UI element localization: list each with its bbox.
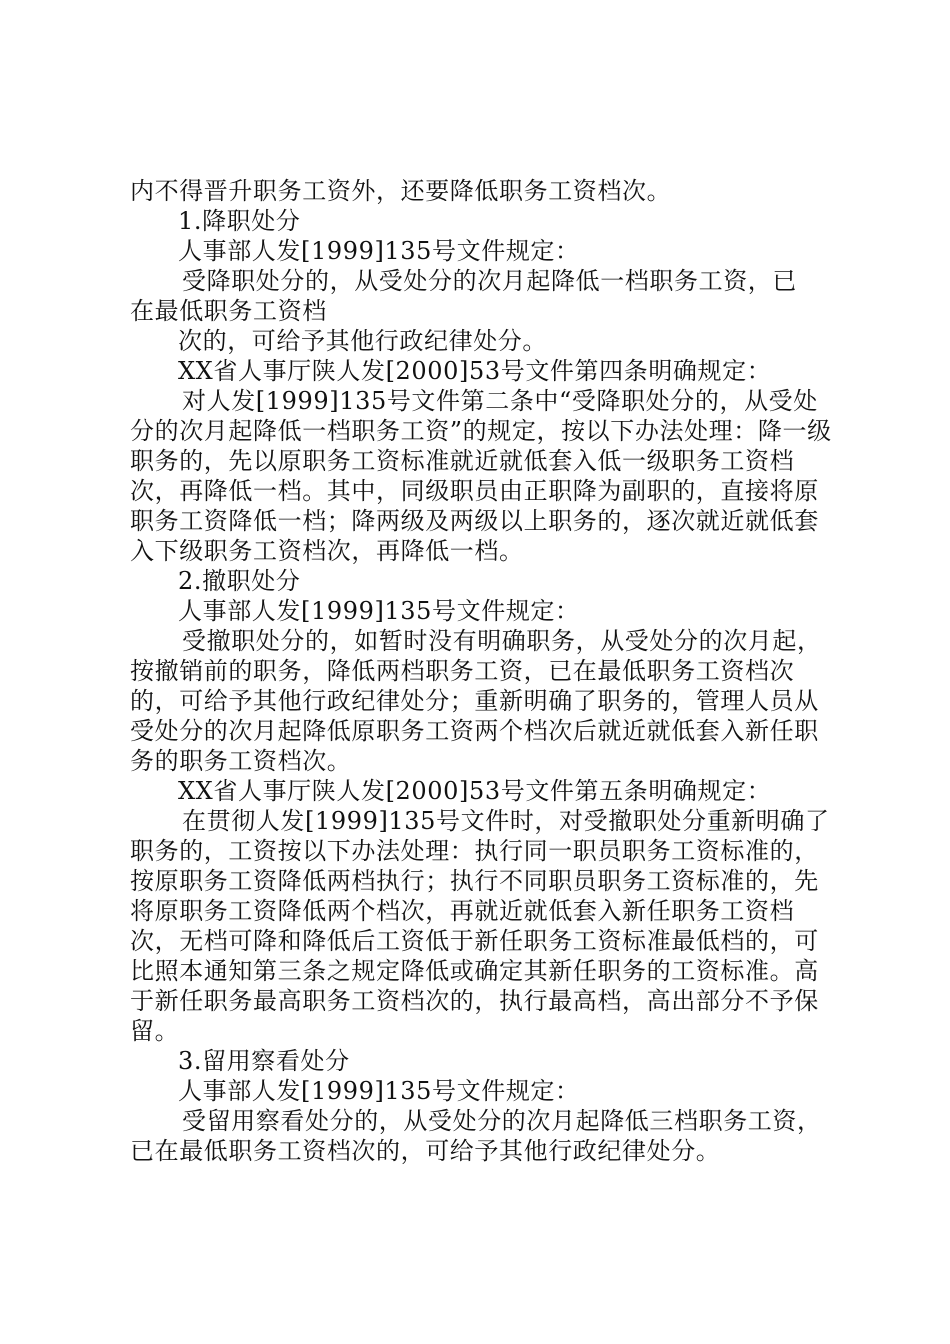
paragraph-provincial-article-four: XX省人事厅陕人发[2000]53号文件第四条明确规定：	[178, 357, 772, 385]
paragraph-dismissal-rule: 受撤职处分的，如暂时没有明确职务，从受处分的次月起，按撤销前的职务，降低两档职务工资，已在最低职务工资档次的，可给予其他行政纪律处分；重新明确了职务的，管理人员从受处分的次月起降低原职务工资两个档次后就近就低套入新任职务的职务工资档次。	[130, 627, 822, 775]
paragraph-line: 受降职处分的，从受处分的次月起降低一档职务工资，已	[182, 267, 797, 295]
paragraph-demotion-rule-end: 次的，可给予其他行政纪律处分。	[178, 327, 547, 355]
section-heading-demotion: 1.降职处分	[178, 207, 301, 235]
paragraph-regulation-intro: 人事部人发[1999]135号文件规定：	[178, 1077, 580, 1105]
paragraph-provincial-article-five: XX省人事厅陕人发[2000]53号文件第五条明确规定：	[178, 777, 772, 805]
paragraph-demotion-rule	[130, 266, 835, 326]
paragraph-probation-rule: 受留用察看处分的，从受处分的次月起降低三档职务工资，已在最低职务工资档次的，可给予其他行政纪律处分。	[130, 1107, 822, 1165]
paragraph-demotion-handling: 对人发[1999]135号文件第二条中“受降职处分的，从受处分的次月起降低一档职务工资”的规定，按以下办法处理：降一级职务的，先以原职务工资标准就近就低套入低一级职务工资档次，再降低一档。其中，同级职员由正职降为副职的，直接将原职务工资降低一档；降两级及两级以上职务的，逐次就近就低套入下级职务工资档次，再降低一档。	[130, 387, 832, 565]
paragraph-regulation-intro: 人事部人发[1999]135号文件规定：	[178, 597, 580, 625]
section-heading-probation: 3.留用察看处分	[178, 1047, 350, 1075]
paragraph-line: 在最低职务工资档	[130, 297, 327, 325]
paragraph-dismissal-handling: 在贯彻人发[1999]135号文件时，对受撤职处分重新明确了职务的，工资按以下办法处理：执行同一职员职务工资标准的，按原职务工资降低两档执行；执行不同职员职务工资标准的，先将原职务工资降低两个档次，再就近就低套入新任职务工资档次，无档可降和降低后工资低于新任职务工资标准最低档的，可比照本通知第三条之规定降低或确定其新任职务的工资标准。高于新任职务最高职务工资档次的，执行最高档，高出部分不予保留。	[130, 807, 830, 1045]
section-heading-dismissal: 2.撤职处分	[178, 567, 301, 595]
paragraph-regulation-intro: 人事部人发[1999]135号文件规定：	[178, 237, 580, 265]
paragraph-continuation: 内不得晋升职务工资外，还要降低职务工资档次。	[130, 177, 672, 205]
document-body	[130, 176, 835, 1166]
